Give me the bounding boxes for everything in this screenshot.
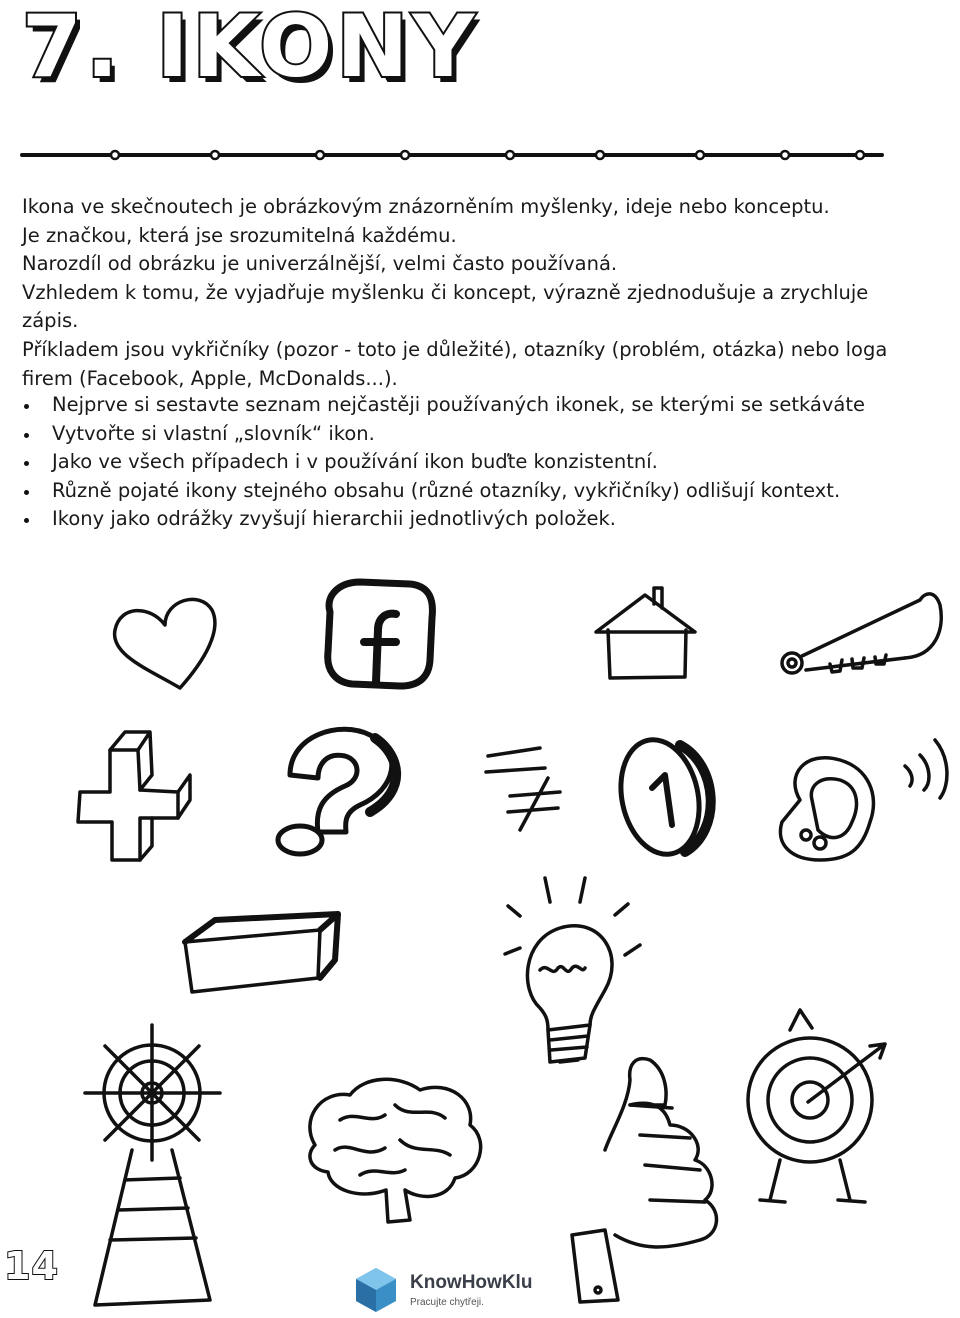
brand-name: KnowHowKlu	[410, 1272, 533, 1293]
thumbs-up-icon	[572, 1059, 716, 1302]
intro-line: Je značkou, která jse srozumitelná každému.	[22, 223, 457, 247]
intro-line: Příkladem jsou vykřičníky (pozor - toto je důležité), otazníky (problém, otázka) nebo loga firem (Facebook, Apple, McDonalds...).	[22, 337, 888, 390]
intro-text	[22, 193, 922, 393]
plus-icon	[78, 732, 190, 860]
target-icon	[748, 1010, 885, 1202]
brand-logo[interactable]	[354, 1266, 574, 1316]
brand-tagline: Pracujte chytřeji.	[410, 1297, 484, 1308]
brain-icon	[310, 1079, 481, 1222]
key-icon	[782, 594, 941, 673]
list-item: Vytvořte si vlastní „slovník“ ikon.	[22, 420, 922, 449]
tips-list	[22, 391, 922, 534]
decorative-divider	[20, 140, 890, 168]
phone-icon	[780, 740, 947, 860]
lightbulb-icon	[505, 878, 640, 1062]
coin-icon	[611, 732, 711, 861]
house-icon	[596, 588, 695, 678]
ship-wheel-icon	[85, 1025, 220, 1305]
facebook-icon	[328, 582, 433, 686]
question-mark-icon	[278, 729, 396, 854]
not-equal-icon	[508, 778, 560, 830]
block-icon	[185, 914, 338, 992]
heart-icon	[115, 599, 215, 688]
list-item: Nejprve si sestavte seznam nejčastěji používaných ikonek, se kterými se setkáváte	[22, 391, 922, 420]
list-item: Jako ve všech případech i v používání ikon buďte konzistentní.	[22, 448, 922, 477]
page-title: 7. IKONY	[22, 0, 479, 97]
intro-line: Ikona ve skečnoutech je obrázkovým znázorněním myšlenky, ideje nebo konceptu.	[22, 195, 830, 218]
page-number: 14	[4, 1244, 59, 1288]
intro-line: Vzhledem k tomu, že vyjadřuje myšlenku či koncept, výrazně zjednodušuje a zrychluje zápis.	[22, 280, 869, 333]
icon-gallery	[0, 560, 960, 1317]
intro-line: Narozdíl od obrázku je univerzálnější, velmi často používaná.	[22, 252, 618, 276]
list-item: Ikony jako odrážky zvyšují hierarchii jednotlivých položek.	[22, 505, 922, 534]
list-item: Různě pojaté ikony stejného obsahu (různé otazníky, vykřičníky) odlišují kontext.	[22, 477, 922, 506]
equals-icon	[486, 748, 545, 772]
brand-hexagon-icon	[354, 1266, 398, 1314]
